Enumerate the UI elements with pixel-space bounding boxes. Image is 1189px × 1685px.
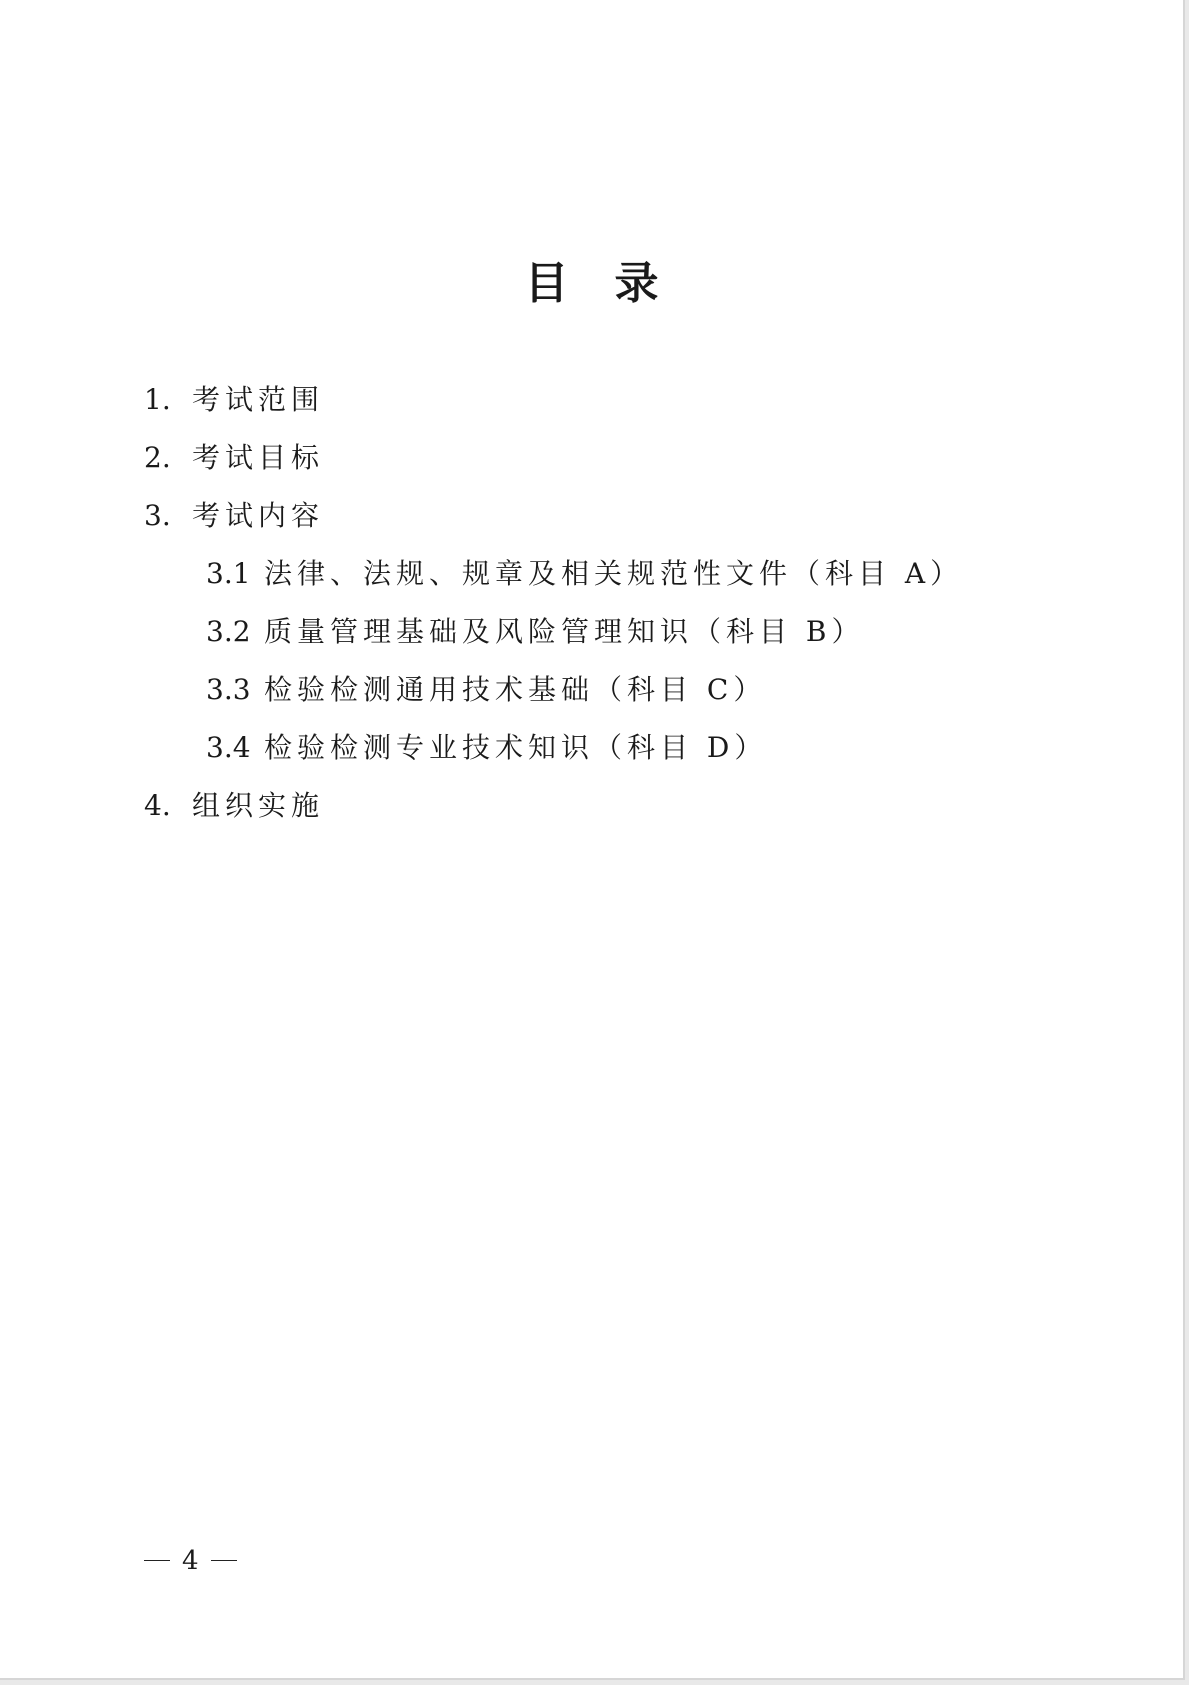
toc-item-3-2[interactable]	[206, 612, 864, 652]
toc-item-label: 质量管理基础及风险管理知识（科目 B）	[264, 615, 865, 648]
toc-item-label: 法律、法规、规章及相关规范性文件（科目 A）	[264, 557, 964, 590]
page-title	[0, 254, 1185, 314]
toc-item-label: 考试目标	[192, 441, 325, 474]
toc-item-number: 3.	[144, 499, 171, 532]
toc-item-4[interactable]	[144, 786, 324, 826]
toc-item-number: 3.2	[206, 615, 251, 648]
toc-item-label: 检验检测专业技术知识（科目 D）	[264, 731, 768, 764]
toc-item-label: 组织实施	[192, 789, 325, 822]
toc-item-number: 3.4	[206, 731, 251, 764]
footer-dash-left	[144, 1560, 170, 1561]
toc-item-label: 考试内容	[192, 499, 325, 532]
page-number-footer	[144, 1541, 237, 1581]
footer-dash-right	[211, 1560, 237, 1561]
toc-item-number: 3.3	[206, 673, 251, 706]
toc-item-label: 考试范围	[192, 383, 325, 416]
toc-item-1[interactable]	[144, 380, 324, 420]
toc-item-3-4[interactable]	[206, 728, 767, 768]
toc-item-3-1[interactable]	[206, 554, 963, 594]
toc-item-3[interactable]	[144, 496, 324, 536]
page-number: 4	[182, 1546, 199, 1576]
toc-item-number: 2.	[144, 441, 171, 474]
toc-item-label: 检验检测通用技术基础（科目 C）	[264, 673, 767, 706]
title-char-1: 目	[524, 258, 571, 309]
toc-item-number: 4.	[144, 789, 171, 822]
toc-item-2[interactable]	[144, 438, 324, 478]
toc-item-3-3[interactable]	[206, 670, 766, 710]
title-char-2: 录	[614, 258, 661, 309]
toc-item-number: 1.	[144, 383, 171, 416]
toc-item-number: 3.1	[206, 557, 251, 590]
